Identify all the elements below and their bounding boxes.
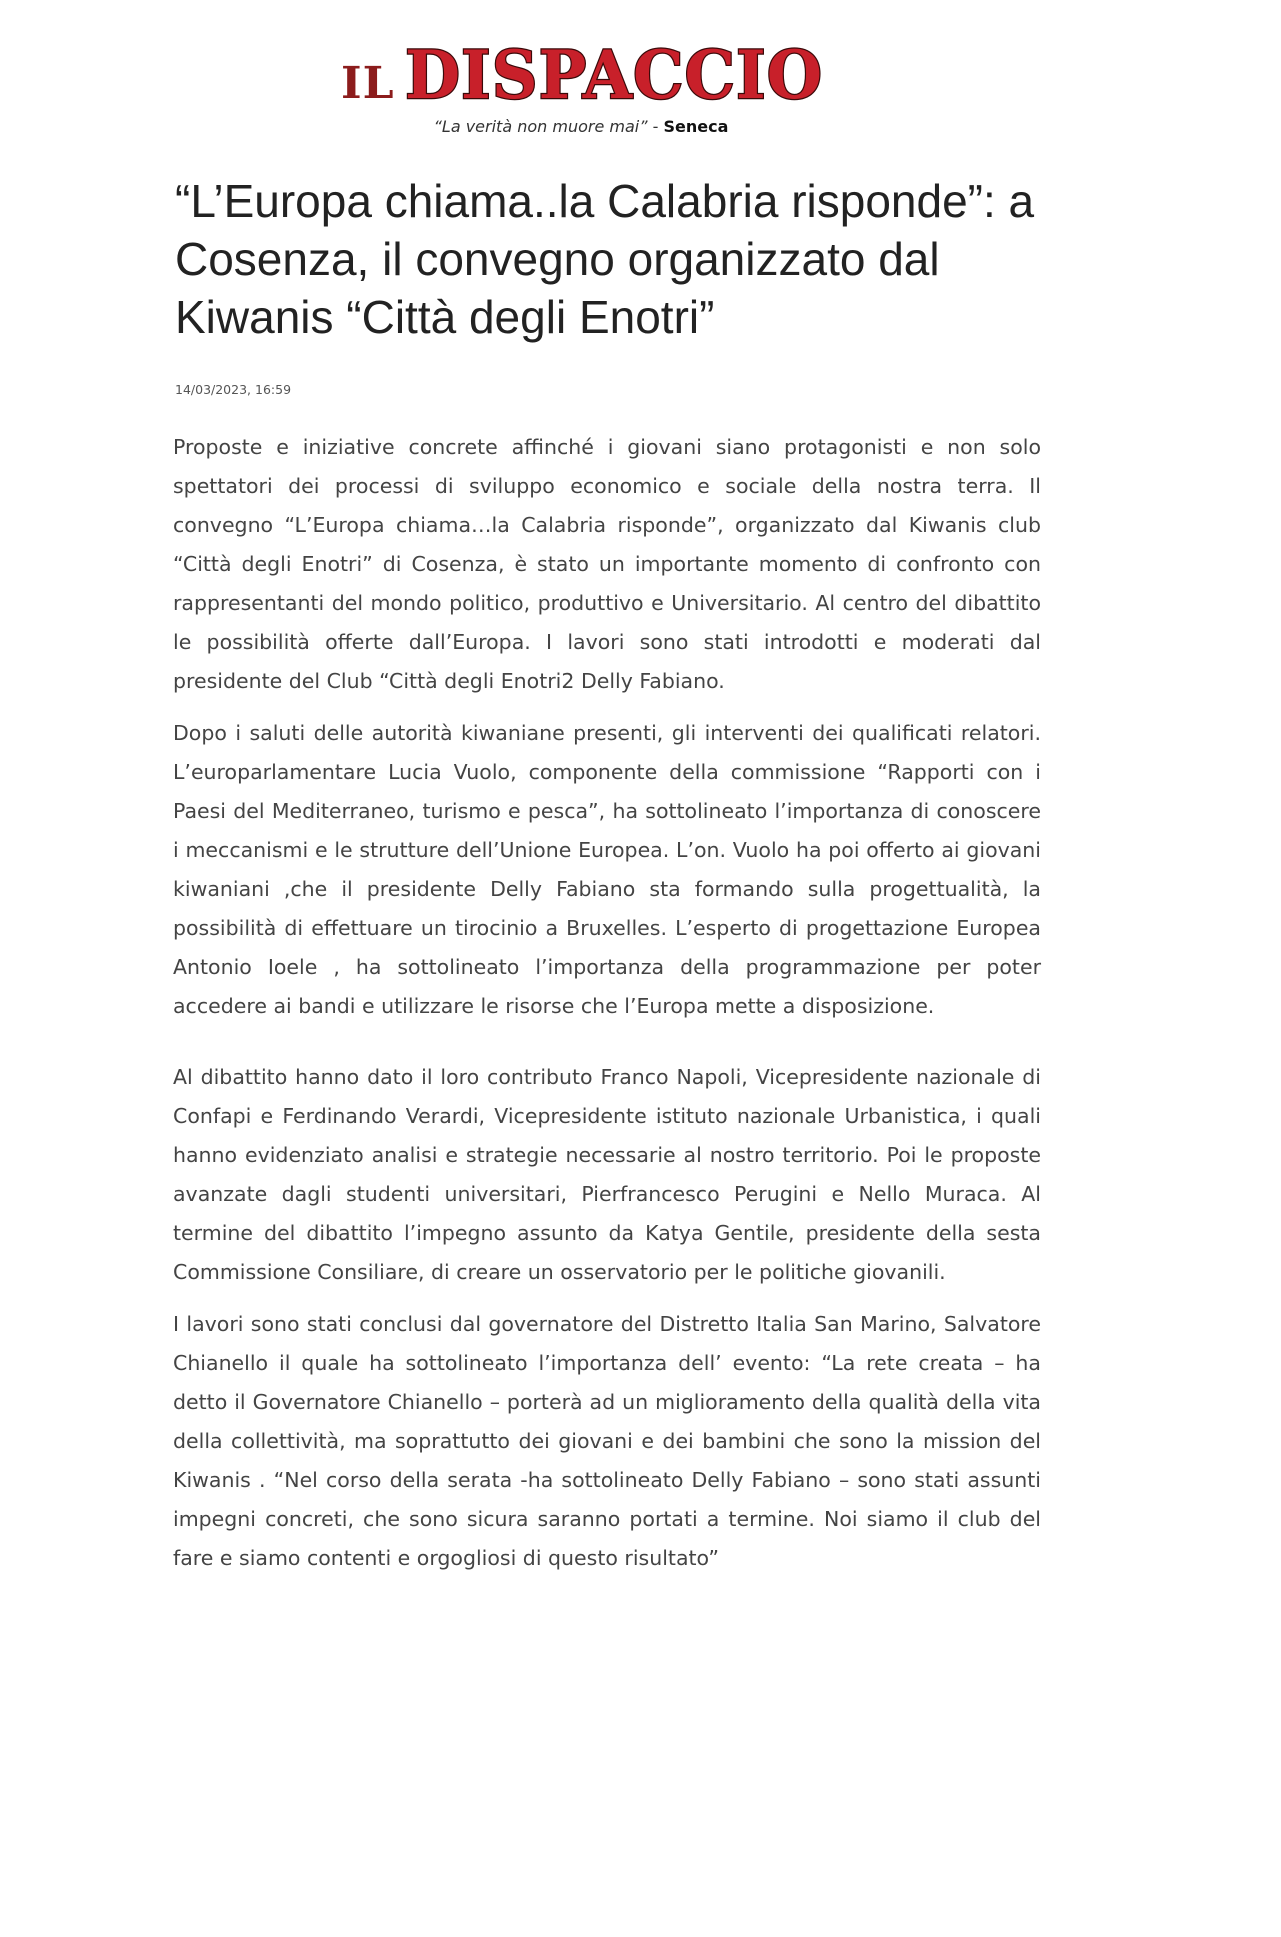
site-motto [0, 117, 1162, 136]
article-body [173, 428, 1041, 1591]
motto-author: Seneca [663, 117, 729, 136]
article-paragraph: Proposte e iniziative concrete affinché i giovani siano protagonisti e non solo spettatori dei processi di sviluppo economico e sociale della nostra terra. Il convegno “L’Europa chiama…la Calabria risponde”, organizzato dal Kiwanis club “Città degli Enotri” di Cosenza, è stato un importante momento di confronto con rappresentanti del mondo politico, produttivo e Universitario. Al centro del dibattito le possibilità offerte dall’Europa. I lavori sono stati introdotti e moderati dal presidente del Club “Città degli Enotri2 Delly Fabiano. [173, 435, 1041, 693]
motto-separator: - [647, 117, 664, 136]
article-title: “L’Europa chiama..la Calabria risponde”: a Cosenza, il convegno organizzato dal Kiwanis “Città degli Enotri” [175, 175, 1035, 343]
logo-name-text: DISPACCIO [405, 36, 823, 108]
article-paragraph: Al dibattito hanno dato il loro contributo Franco Napoli, Vicepresidente nazionale di Confapi e Ferdinando Verardi, Vicepresidente istituto nazionale Urbanistica, i quali hanno evidenziato analisi e strategie necessarie al nostro territorio. Poi le proposte avanzate dagli studenti universitari, Pierfrancesco Perugini e Nello Muraca. Al termine del dibattito l’impegno assunto da Katya Gentile, presidente della sesta Commissione Consiliare, di creare un osservatorio per le politiche giovanili. [173, 1065, 1041, 1284]
site-header [0, 22, 1281, 142]
motto-quote: “La verità non muore mai” [433, 117, 648, 136]
article-paragraph: I lavori sono stati conclusi dal governatore del Distretto Italia San Marino, Salvatore Chianello il quale ha sottolineato l’importanza dell’ evento: “La rete creata – ha detto il Governatore Chianello – porterà ad un miglioramento della qualità della vita della collettività, ma soprattutto dei giovani e dei bambini che sono la mission del Kiwanis . “Nel corso della serata -ha sottolineato Delly Fabiano – sono stati assunti impegni concreti, che sono sicura saranno portati a termine. Noi siamo il club del fare e siamo contenti e orgogliosi di questo risultato” [173, 1312, 1041, 1570]
logo-il-text: IL [341, 58, 395, 108]
site-logo[interactable] [333, 22, 833, 108]
article-date: 14/03/2023, 16:59 [175, 382, 292, 397]
article-paragraph: Dopo i saluti delle autorità kiwaniane presenti, gli interventi dei qualificati relatori. L’europarlamentare Lucia Vuolo, componente della commissione “Rapporti con i Paesi del Mediterraneo, turismo e pesca”, ha sottolineato l’importanza di conoscere i meccanismi e le strutture dell’Unione Europea. L’on. Vuolo ha poi offerto ai giovani kiwaniani ,che il presidente Delly Fabiano sta formando sulla progettualità, la possibilità di effettuare un tirocinio a Bruxelles. L’esperto di progettazione Europea Antonio Ioele , ha sottolineato l’importanza della programmazione per poter accedere ai bandi e utilizzare le risorse che l’Europa mette a disposizione. [173, 721, 1041, 1018]
